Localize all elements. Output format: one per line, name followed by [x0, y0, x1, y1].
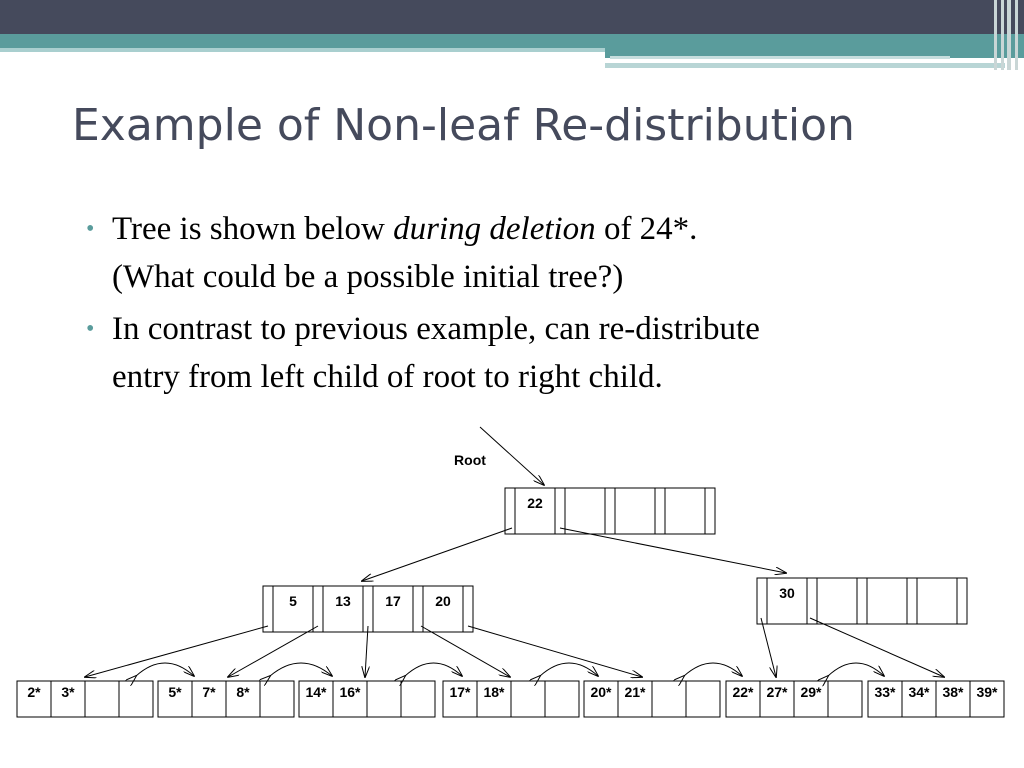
sibling-link-arrow — [270, 663, 332, 676]
leaf-entry: 34* — [908, 684, 930, 700]
leaf-entry: 29* — [800, 684, 822, 700]
leaf-entry: 3* — [61, 684, 75, 700]
bullet-icon: • — [86, 216, 95, 242]
root-pointer-arrow — [480, 427, 544, 485]
sibling-link-arrow — [828, 663, 884, 676]
node-key: 13 — [335, 593, 351, 609]
leaf-entry: 39* — [976, 684, 998, 700]
sibling-link-arrow — [405, 663, 462, 676]
child-pointer-arrow — [365, 626, 368, 677]
sibling-link-arrow — [540, 663, 598, 676]
child-pointer-arrow — [362, 528, 512, 581]
leaf-entry: 33* — [874, 684, 896, 700]
root-label: Root — [454, 452, 486, 468]
leaf-entry: 8* — [236, 684, 250, 700]
slide-title: Example of Non-leaf Re-distribution — [72, 100, 855, 151]
leaf-entry: 7* — [202, 684, 216, 700]
child-pointer-arrow — [810, 618, 944, 677]
leaf-entry: 14* — [305, 684, 327, 700]
leaf-entry: 16* — [339, 684, 361, 700]
leaf-entry: 17* — [449, 684, 471, 700]
sibling-link-arrow — [136, 663, 194, 676]
leaf-entry: 27* — [766, 684, 788, 700]
node-key: 30 — [779, 585, 795, 601]
leaf-entry: 20* — [590, 684, 612, 700]
leaf-entry: 21* — [624, 684, 646, 700]
bullet-text-line2: (What could be a possible initial tree?) — [112, 259, 624, 295]
child-pointer-arrow — [560, 528, 786, 573]
node-key: 5 — [289, 593, 297, 609]
node-key: 17 — [385, 593, 401, 609]
leaf-entry: 5* — [168, 684, 182, 700]
bullet-text: In contrast to previous example, can re-distribute — [112, 311, 760, 347]
sibling-link-arrow — [684, 663, 742, 676]
leaf-entry: 18* — [483, 684, 505, 700]
bullet-text: Tree is shown below during deletion of 24*. — [112, 211, 698, 247]
node-key: 22 — [527, 495, 543, 511]
leaf-entry: 2* — [27, 684, 41, 700]
leaf-entry: 22* — [732, 684, 754, 700]
child-pointer-arrow — [761, 618, 776, 677]
child-pointer-arrow — [468, 626, 642, 677]
leaf-entry: 38* — [942, 684, 964, 700]
bullet-icon: • — [86, 316, 95, 342]
child-pointer-arrow — [421, 626, 510, 677]
bullet-text-line2: entry from left child of root to right child. — [112, 359, 663, 395]
node-key: 20 — [435, 593, 451, 609]
